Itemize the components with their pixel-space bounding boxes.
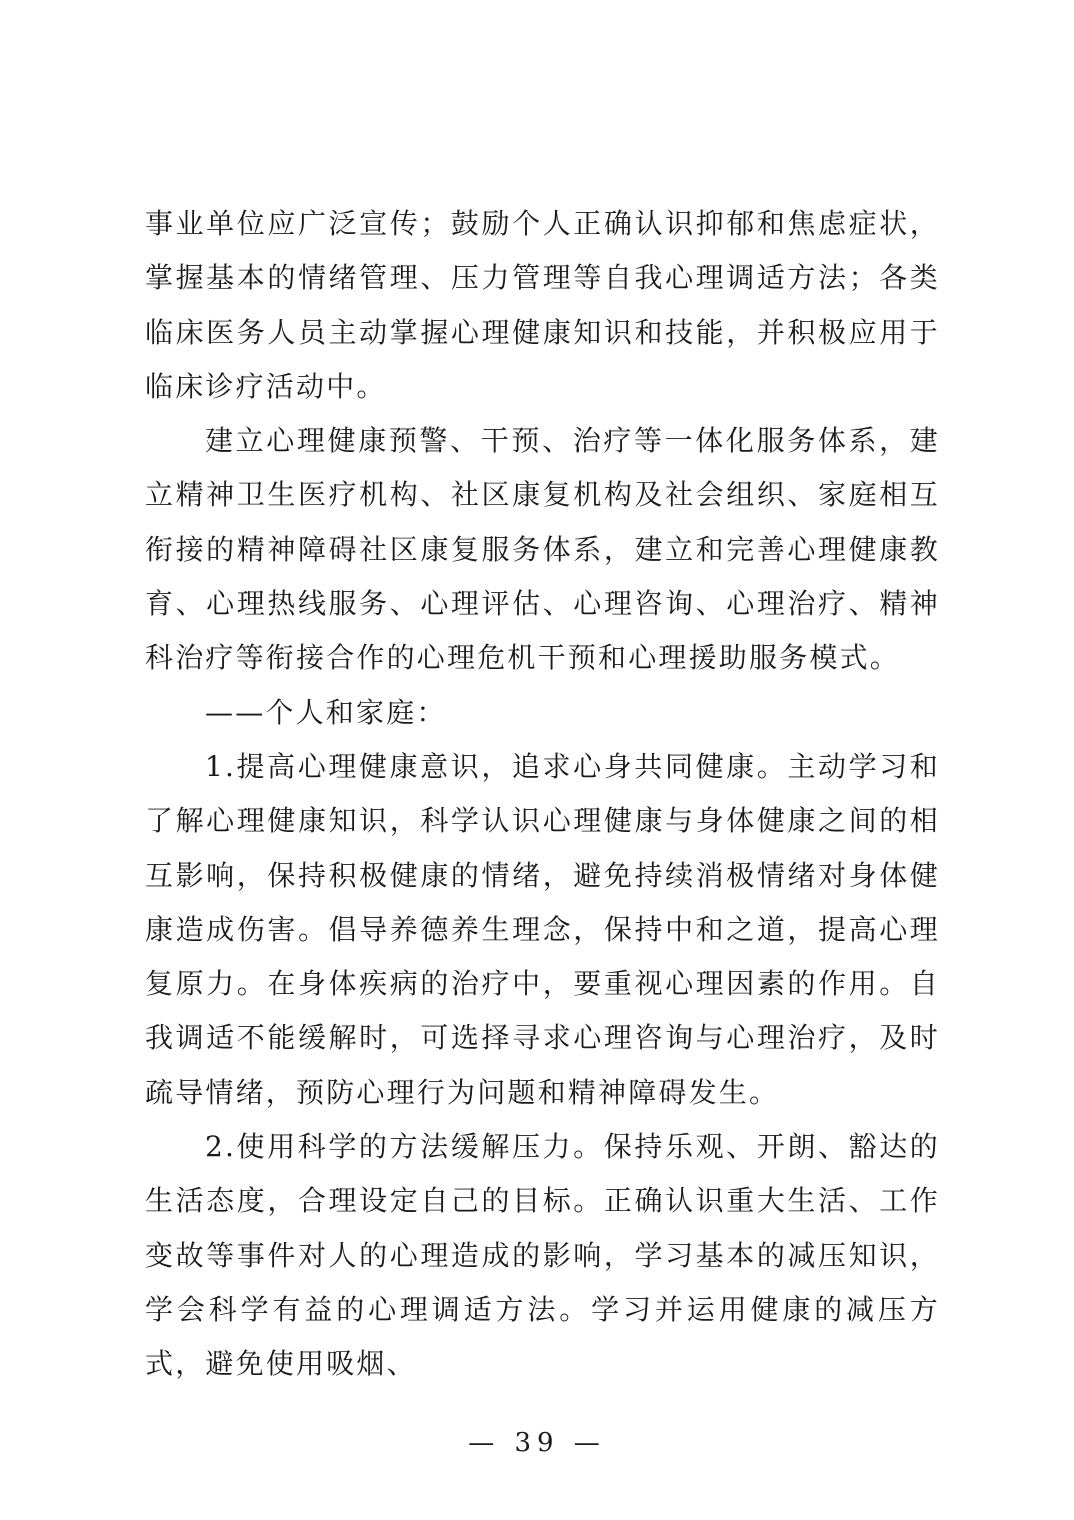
paragraph-item-1: 1.提高心理健康意识，追求心身共同健康。主动学习和了解心理健康知识，科学认识心理健康与身体健康之间的相互影响，保持积极健康的情绪，避免持续消极情绪对身体健康造成伤害。倡导养德养生理念，保持中和之道，提高心理复原力。在身体疾病的治疗中，要重视心理因素的作用。自我调适不能缓解时，可选择寻求心理咨询与心理治疗，及时疏导情绪，预防心理行为问题和精神障碍发生。 <box>145 749 940 1109</box>
paragraph-item-2: 2.使用科学的方法缓解压力。保持乐观、开朗、豁达的生活态度，合理设定自己的目标。正确认识重大生活、工作变故等事件对人的心理造成的影响，学习基本的减压知识，学会科学有益的心理调适方法。学习并运用健康的减压方式，避免使用吸烟、 <box>145 1130 940 1381</box>
paragraph-2: 建立心理健康预警、干预、治疗等一体化服务体系，建立精神卫生医疗机构、社区康复机构及社会组织、家庭相互衔接的精神障碍社区康复服务体系，建立和完善心理健康教育、心理热线服务、心理评估、心理咨询、心理治疗、精神科治疗等衔接合作的心理危机干预和心理援助服务模式。 <box>145 424 940 675</box>
paragraph-1: 事业单位应广泛宣传；鼓励个人正确认识抑郁和焦虑症状，掌握基本的情绪管理、压力管理等自我心理调适方法；各类临床医务人员主动掌握心理健康知识和技能，并积极应用于临床诊疗活动中。 <box>145 207 940 403</box>
section-heading-individual-family: ——个人和家庭： <box>205 695 447 729</box>
body-text <box>145 197 940 1392</box>
page-number: — 39 — <box>468 1428 606 1458</box>
